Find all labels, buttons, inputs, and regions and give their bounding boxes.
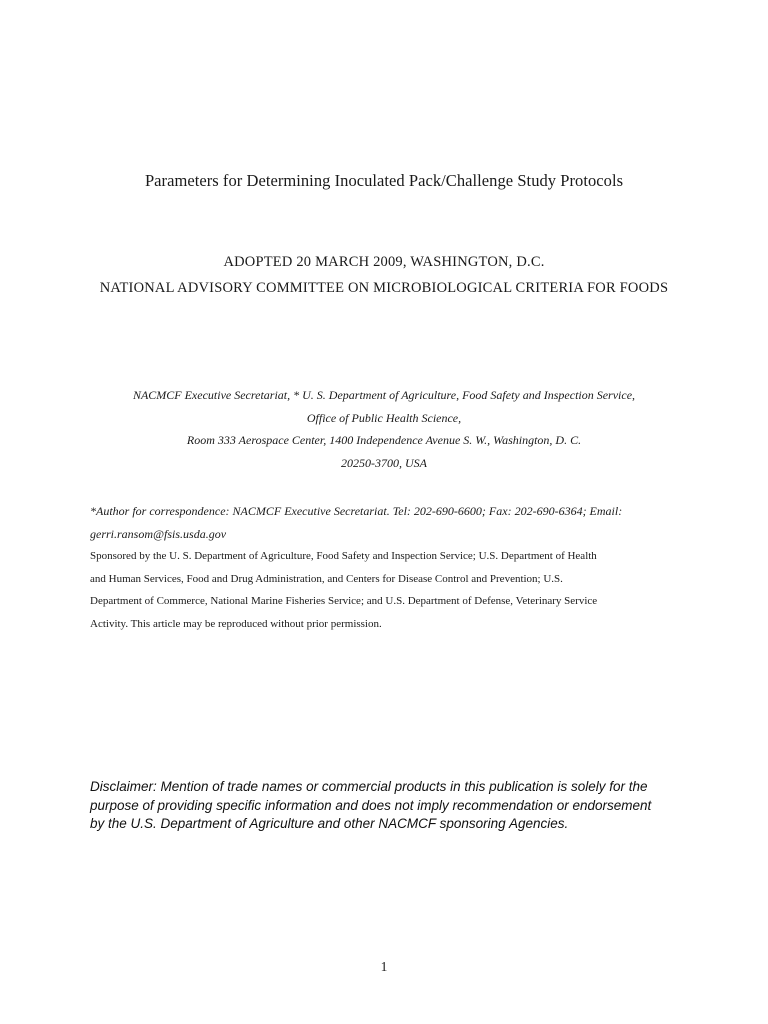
affiliation-line: NACMCF Executive Secretariat, * U. S. Department of Agriculture, Food Safety and Inspection Service, (132, 388, 636, 402)
committee-name: NATIONAL ADVISORY COMMITTEE ON MICROBIOLOGICAL CRITERIA FOR FOODS (99, 280, 669, 296)
sponsorship-line: Activity. This article may be reproduced without prior permission. (90, 617, 382, 630)
affiliation-line: Room 333 Aerospace Center, 1400 Independence Avenue S. W., Washington, D. C. (186, 433, 582, 447)
disclaimer-line: purpose of providing specific information and does not imply recommendation or endorsement (90, 797, 652, 813)
disclaimer-line: by the U.S. Department of Agriculture and other NACMCF sponsoring Agencies. (90, 816, 569, 831)
correspondence-email: gerri.ransom@fsis.usda.gov (90, 526, 227, 541)
correspondence-block (90, 500, 690, 545)
sponsorship-paragraph (90, 545, 690, 635)
page-number: 1 (380, 959, 388, 974)
adoption-line: ADOPTED 20 MARCH 2009, WASHINGTON, D.C. (223, 254, 545, 270)
correspondence-line: *Author for correspondence: NACMCF Executive Secretariat. Tel: 202-690-6600; Fax: 202-690-6364; Email: (90, 504, 623, 518)
sponsorship-line: and Human Services, Food and Drug Administration, and Centers for Disease Control and Prevention; U.S. (90, 572, 563, 585)
sponsorship-line: Sponsored by the U. S. Department of Agriculture, Food Safety and Inspection Service; U.S. Department of Health (90, 550, 597, 562)
sponsorship-line: Department of Commerce, National Marine Fisheries Service; and U.S. Department of Defense, Veterinary Service (90, 595, 598, 607)
affiliation-line: Office of Public Health Science, (306, 410, 462, 425)
document-title: Parameters for Determining Inoculated Pack/Challenge Study Protocols (144, 171, 624, 190)
disclaimer-line: Disclaimer: Mention of trade names or commercial products in this publication is solely for the (90, 779, 648, 794)
affiliation-line: 20250-3700, USA (341, 455, 427, 470)
affiliation-block (60, 384, 708, 474)
disclaimer-paragraph (90, 778, 690, 834)
